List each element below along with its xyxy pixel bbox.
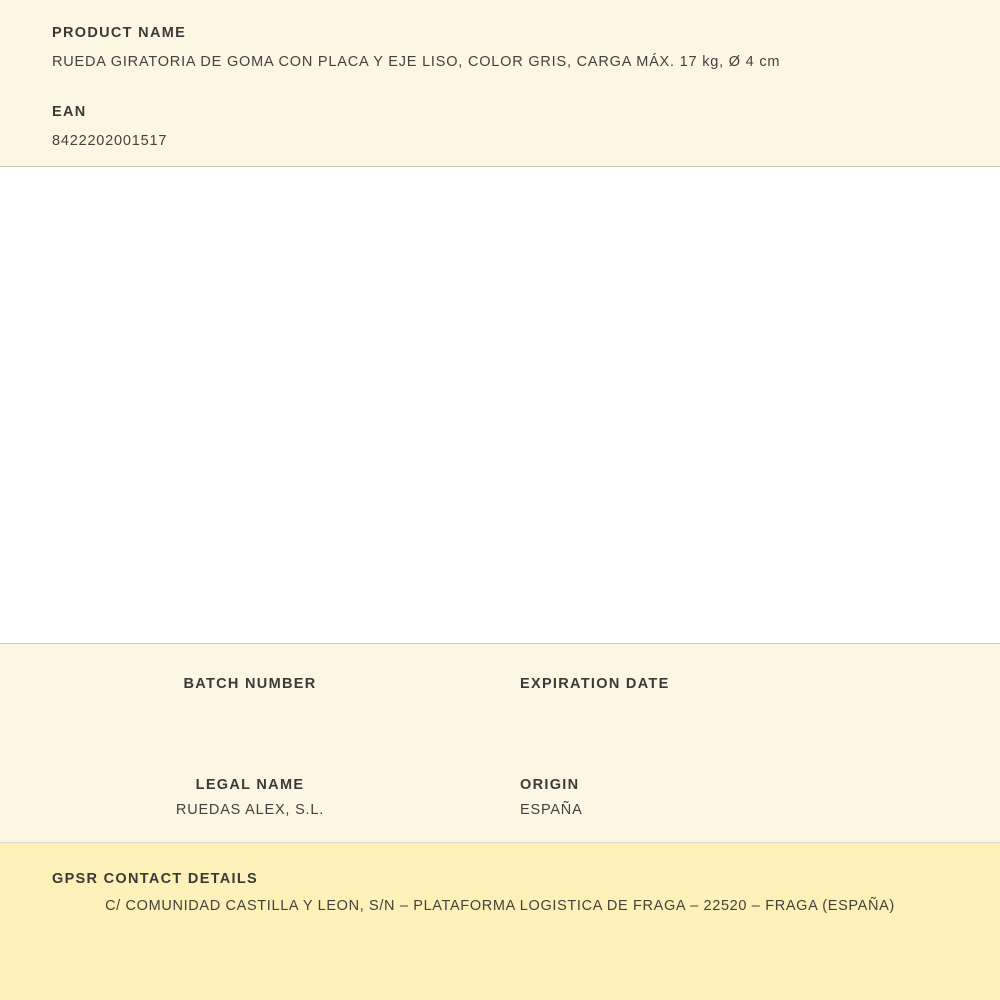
batch-number-field [0,676,500,719]
ean-field [0,101,1000,154]
gpsr-contact-label: GPSR CONTACT DETAILS [52,871,259,887]
product-name-label: PRODUCT NAME [52,25,187,41]
gpsr-contact-address: C/ COMUNIDAD CASTILLA Y LEON, S/N – PLATAFORMA LOGISTICA DE FRAGA – 22520 – FRAGA (ESPAÑA) [105,898,895,914]
legal-name-field [0,777,500,820]
legal-origin-row [0,719,1000,843]
expiration-date-label: EXPIRATION DATE [520,676,670,692]
legal-name-value: RUEDAS ALEX, S.L. [175,802,325,818]
ean-value: 8422202001517 [52,133,168,150]
batch-number-label: BATCH NUMBER [183,676,317,692]
gpsr-block [0,843,1000,1000]
legal-name-label: LEGAL NAME [195,777,305,793]
batch-expiration-row [0,644,1000,719]
origin-field [500,777,1000,820]
product-name-field [0,22,1000,75]
origin-label: ORIGIN [520,777,580,793]
product-name-value: RUEDA GIRATORIA DE GOMA CON PLACA Y EJE LISO, COLOR GRIS, CARGA MÁX. 17 kg, Ø 4 cm [52,54,781,71]
traceability-band [0,644,1000,843]
ean-label: EAN [52,104,87,121]
product-image-area [0,167,1000,644]
batch-number-value [0,701,500,719]
product-header-block [0,0,1000,167]
expiration-date-value [520,701,1000,719]
expiration-date-field [500,676,1000,719]
origin-value: ESPAÑA [520,802,583,818]
